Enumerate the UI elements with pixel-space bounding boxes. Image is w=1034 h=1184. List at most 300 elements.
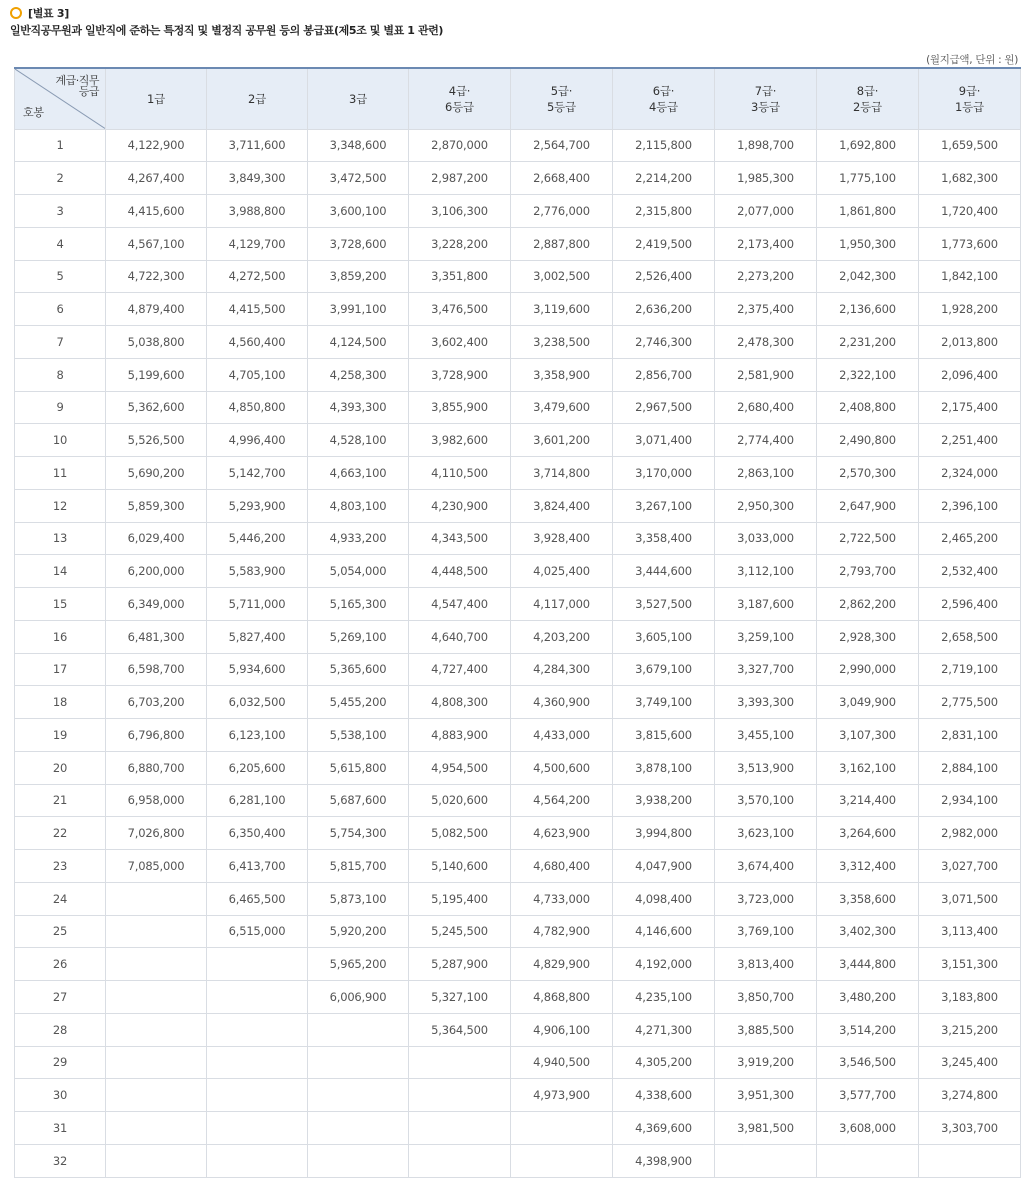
salary-cell: 2,231,200 [817,326,919,359]
salary-cell: 3,514,200 [817,1013,919,1046]
salary-cell: 2,581,900 [715,358,817,391]
salary-cell: 5,815,700 [308,850,409,883]
step-cell: 13 [15,522,106,555]
salary-cell: 4,940,500 [511,1046,613,1079]
salary-cell: 2,324,000 [919,457,1021,490]
column-header: 5급· 5등급 [511,68,613,129]
table-row [15,620,1021,653]
salary-cell: 1,928,200 [919,293,1021,326]
salary-cell: 3,513,900 [715,751,817,784]
column-header: 7급· 3등급 [715,68,817,129]
salary-cell: 4,906,100 [511,1013,613,1046]
salary-cell: 6,481,300 [106,620,207,653]
salary-cell: 4,272,500 [207,260,308,293]
salary-cell: 2,136,600 [817,293,919,326]
salary-cell: 3,071,500 [919,882,1021,915]
salary-cell: 3,002,500 [511,260,613,293]
salary-cell: 5,711,000 [207,588,308,621]
salary-cell: 2,013,800 [919,326,1021,359]
salary-cell: 2,636,200 [613,293,715,326]
salary-cell: 4,124,500 [308,326,409,359]
salary-cell: 6,413,700 [207,850,308,883]
salary-cell: 3,600,100 [308,195,409,228]
salary-cell: 4,727,400 [409,653,511,686]
salary-cell: 4,803,100 [308,489,409,522]
salary-cell: 4,235,100 [613,981,715,1014]
table-row [15,555,1021,588]
step-cell: 32 [15,1144,106,1177]
step-cell: 27 [15,981,106,1014]
table-row [15,588,1021,621]
salary-cell: 4,883,900 [409,719,511,752]
salary-cell: 2,465,200 [919,522,1021,555]
salary-cell [308,1144,409,1177]
table-row [15,227,1021,260]
salary-cell: 3,479,600 [511,391,613,424]
salary-cell: 3,393,300 [715,686,817,719]
salary-cell: 4,640,700 [409,620,511,653]
salary-cell: 3,577,700 [817,1079,919,1112]
salary-cell [207,1079,308,1112]
step-cell: 14 [15,555,106,588]
table-row [15,1112,1021,1145]
salary-cell: 5,038,800 [106,326,207,359]
salary-cell: 3,749,100 [613,686,715,719]
salary-cell: 3,259,100 [715,620,817,653]
salary-cell [817,1144,919,1177]
table-row [15,260,1021,293]
salary-cell: 3,679,100 [613,653,715,686]
table-row [15,391,1021,424]
table-row [15,1079,1021,1112]
column-header: 6급· 4등급 [613,68,715,129]
table-row [15,981,1021,1014]
table-title: 일반직공무원과 일반직에 준하는 특정직 및 별정직 공무원 등의 봉급표(제5조 및 별표 1 관련) [10,24,444,37]
salary-cell: 3,472,500 [308,162,409,195]
salary-cell [106,1112,207,1145]
salary-cell: 7,026,800 [106,817,207,850]
table-row [15,686,1021,719]
salary-cell: 1,720,400 [919,195,1021,228]
table-row [15,457,1021,490]
table-row [15,1013,1021,1046]
column-header: 8급· 2등급 [817,68,919,129]
salary-cell [207,1013,308,1046]
table-row [15,817,1021,850]
step-cell: 16 [15,620,106,653]
salary-cell: 4,117,000 [511,588,613,621]
table-row [15,1144,1021,1177]
salary-cell: 4,829,900 [511,948,613,981]
salary-cell: 3,358,900 [511,358,613,391]
step-cell: 24 [15,882,106,915]
table-row [15,129,1021,162]
salary-cell: 4,284,300 [511,653,613,686]
salary-cell: 3,267,100 [613,489,715,522]
salary-cell: 1,775,100 [817,162,919,195]
salary-cell: 3,608,000 [817,1112,919,1145]
step-cell: 4 [15,227,106,260]
salary-cell: 3,351,800 [409,260,511,293]
salary-cell [207,1046,308,1079]
salary-cell: 1,773,600 [919,227,1021,260]
salary-cell: 7,085,000 [106,850,207,883]
salary-cell: 3,444,800 [817,948,919,981]
column-header: 1급 [106,68,207,129]
salary-cell: 3,723,000 [715,882,817,915]
step-cell: 3 [15,195,106,228]
salary-cell: 5,165,300 [308,588,409,621]
step-cell: 17 [15,653,106,686]
salary-cell: 2,419,500 [613,227,715,260]
salary-cell: 5,245,500 [409,915,511,948]
salary-cell: 3,546,500 [817,1046,919,1079]
step-cell: 21 [15,784,106,817]
salary-cell: 4,122,900 [106,129,207,162]
salary-cell [409,1112,511,1145]
salary-cell: 3,358,600 [817,882,919,915]
salary-cell [308,1013,409,1046]
table-row [15,162,1021,195]
salary-cell: 3,981,500 [715,1112,817,1145]
salary-cell [308,1046,409,1079]
salary-cell: 5,934,600 [207,653,308,686]
step-cell: 11 [15,457,106,490]
salary-cell: 3,728,900 [409,358,511,391]
salary-cell: 3,312,400 [817,850,919,883]
salary-cell: 4,933,200 [308,522,409,555]
salary-cell: 2,396,100 [919,489,1021,522]
salary-cell: 2,322,100 [817,358,919,391]
salary-cell: 3,878,100 [613,751,715,784]
salary-cell: 3,444,600 [613,555,715,588]
unit-note: (월지급액, 단위 : 원) [926,54,1018,66]
step-cell: 23 [15,850,106,883]
salary-cell: 1,682,300 [919,162,1021,195]
salary-cell: 5,287,900 [409,948,511,981]
salary-cell [207,1144,308,1177]
salary-cell: 5,526,500 [106,424,207,457]
salary-cell: 3,623,100 [715,817,817,850]
salary-cell [106,882,207,915]
salary-cell: 4,973,900 [511,1079,613,1112]
salary-cell: 2,042,300 [817,260,919,293]
salary-cell: 2,375,400 [715,293,817,326]
salary-cell: 5,327,100 [409,981,511,1014]
salary-cell [106,1046,207,1079]
salary-cell: 2,532,400 [919,555,1021,588]
salary-cell: 2,096,400 [919,358,1021,391]
salary-cell: 5,269,100 [308,620,409,653]
salary-cell: 6,515,000 [207,915,308,948]
salary-cell: 3,476,500 [409,293,511,326]
salary-cell: 2,982,000 [919,817,1021,850]
salary-cell: 2,077,000 [715,195,817,228]
step-cell: 26 [15,948,106,981]
salary-cell: 5,364,500 [409,1013,511,1046]
salary-cell: 2,862,200 [817,588,919,621]
salary-cell: 2,273,200 [715,260,817,293]
salary-cell: 2,776,000 [511,195,613,228]
salary-cell: 2,950,300 [715,489,817,522]
salary-cell: 3,601,200 [511,424,613,457]
salary-cell: 5,455,200 [308,686,409,719]
salary-cell: 3,824,400 [511,489,613,522]
salary-cell: 1,861,800 [817,195,919,228]
step-cell: 2 [15,162,106,195]
salary-cell: 1,898,700 [715,129,817,162]
salary-cell: 4,230,900 [409,489,511,522]
header-line [8,6,443,20]
step-cell: 31 [15,1112,106,1145]
salary-cell: 6,349,000 [106,588,207,621]
salary-cell: 3,855,900 [409,391,511,424]
salary-cell: 4,146,600 [613,915,715,948]
salary-cell: 3,480,200 [817,981,919,1014]
step-cell: 9 [15,391,106,424]
step-cell: 19 [15,719,106,752]
salary-cell: 5,583,900 [207,555,308,588]
salary-cell: 5,020,600 [409,784,511,817]
salary-cell: 6,703,200 [106,686,207,719]
salary-cell: 2,887,800 [511,227,613,260]
salary-cell: 6,350,400 [207,817,308,850]
salary-cell: 5,965,200 [308,948,409,981]
salary-cell: 2,564,700 [511,129,613,162]
salary-cell [511,1144,613,1177]
salary-cell [106,1079,207,1112]
salary-cell: 3,769,100 [715,915,817,948]
table-row [15,915,1021,948]
salary-cell: 4,567,100 [106,227,207,260]
table-row [15,489,1021,522]
step-cell: 18 [15,686,106,719]
salary-cell: 3,113,400 [919,915,1021,948]
salary-cell: 4,433,000 [511,719,613,752]
salary-cell: 4,868,800 [511,981,613,1014]
salary-cell: 2,856,700 [613,358,715,391]
salary-cell: 3,711,600 [207,129,308,162]
salary-cell [106,915,207,948]
step-cell: 28 [15,1013,106,1046]
salary-cell: 4,415,500 [207,293,308,326]
salary-cell: 2,793,700 [817,555,919,588]
salary-cell: 2,647,900 [817,489,919,522]
column-header: 2급 [207,68,308,129]
salary-cell: 4,192,000 [613,948,715,981]
salary-cell: 4,808,300 [409,686,511,719]
salary-cell: 3,951,300 [715,1079,817,1112]
salary-cell: 2,570,300 [817,457,919,490]
salary-cell: 3,151,300 [919,948,1021,981]
salary-cell: 4,343,500 [409,522,511,555]
salary-cell: 2,175,400 [919,391,1021,424]
salary-cell: 4,258,300 [308,358,409,391]
salary-cell: 3,991,100 [308,293,409,326]
salary-cell: 2,719,100 [919,653,1021,686]
salary-cell: 2,990,000 [817,653,919,686]
step-cell: 20 [15,751,106,784]
salary-cell: 4,564,200 [511,784,613,817]
salary-cell: 4,129,700 [207,227,308,260]
salary-cell: 4,338,600 [613,1079,715,1112]
salary-cell: 5,827,400 [207,620,308,653]
salary-cell: 4,271,300 [613,1013,715,1046]
salary-table [14,67,1021,1178]
salary-cell: 2,831,100 [919,719,1021,752]
salary-cell: 6,200,000 [106,555,207,588]
salary-cell: 5,615,800 [308,751,409,784]
salary-cell: 2,658,500 [919,620,1021,653]
salary-cell: 3,602,400 [409,326,511,359]
table-row [15,195,1021,228]
salary-cell: 3,674,400 [715,850,817,883]
salary-cell: 3,187,600 [715,588,817,621]
salary-cell [409,1144,511,1177]
salary-cell: 3,274,800 [919,1079,1021,1112]
salary-cell [511,1112,613,1145]
salary-cell: 4,623,900 [511,817,613,850]
salary-cell: 5,293,900 [207,489,308,522]
salary-cell: 2,870,000 [409,129,511,162]
salary-cell: 3,071,400 [613,424,715,457]
salary-cell: 2,214,200 [613,162,715,195]
salary-cell: 3,327,700 [715,653,817,686]
salary-cell: 4,528,100 [308,424,409,457]
step-cell: 15 [15,588,106,621]
salary-cell: 3,106,300 [409,195,511,228]
salary-cell: 2,478,300 [715,326,817,359]
salary-cell: 3,994,800 [613,817,715,850]
salary-cell: 3,214,400 [817,784,919,817]
salary-cell: 4,305,200 [613,1046,715,1079]
salary-cell: 4,398,900 [613,1144,715,1177]
salary-cell: 2,722,500 [817,522,919,555]
salary-cell: 5,687,600 [308,784,409,817]
salary-cell: 6,281,100 [207,784,308,817]
salary-cell: 6,123,100 [207,719,308,752]
salary-cell: 1,950,300 [817,227,919,260]
salary-cell: 4,560,400 [207,326,308,359]
salary-cell: 3,714,800 [511,457,613,490]
salary-cell: 5,920,200 [308,915,409,948]
salary-cell: 4,369,600 [613,1112,715,1145]
salary-cell: 4,098,400 [613,882,715,915]
salary-cell: 6,465,500 [207,882,308,915]
salary-cell: 4,360,900 [511,686,613,719]
salary-cell: 3,849,300 [207,162,308,195]
salary-cell [308,1079,409,1112]
salary-cell: 6,880,700 [106,751,207,784]
salary-cell: 3,885,500 [715,1013,817,1046]
table-row [15,293,1021,326]
column-header: 9급· 1등급 [919,68,1021,129]
salary-cell: 3,215,200 [919,1013,1021,1046]
salary-cell: 4,879,400 [106,293,207,326]
salary-cell: 2,408,800 [817,391,919,424]
step-cell: 7 [15,326,106,359]
salary-cell: 2,115,800 [613,129,715,162]
salary-cell: 6,205,600 [207,751,308,784]
salary-cell: 3,112,100 [715,555,817,588]
salary-cell: 3,728,600 [308,227,409,260]
salary-cell: 1,985,300 [715,162,817,195]
salary-cell: 2,596,400 [919,588,1021,621]
step-cell: 10 [15,424,106,457]
column-header: 3급 [308,68,409,129]
column-header: 4급· 6등급 [409,68,511,129]
salary-cell [207,981,308,1014]
step-cell: 8 [15,358,106,391]
step-cell: 12 [15,489,106,522]
salary-cell: 3,919,200 [715,1046,817,1079]
salary-cell: 3,107,300 [817,719,919,752]
salary-cell: 1,659,500 [919,129,1021,162]
salary-cell [106,1013,207,1046]
salary-cell [207,948,308,981]
salary-cell [106,1144,207,1177]
salary-cell: 3,402,300 [817,915,919,948]
salary-cell [207,1112,308,1145]
salary-cell: 5,859,300 [106,489,207,522]
salary-cell: 2,884,100 [919,751,1021,784]
salary-cell: 3,815,600 [613,719,715,752]
step-cell: 30 [15,1079,106,1112]
salary-cell: 4,110,500 [409,457,511,490]
salary-cell: 3,348,600 [308,129,409,162]
salary-cell: 3,033,000 [715,522,817,555]
salary-cell: 4,547,400 [409,588,511,621]
salary-cell: 5,054,000 [308,555,409,588]
salary-cell: 4,448,500 [409,555,511,588]
table-row [15,850,1021,883]
salary-cell: 4,663,100 [308,457,409,490]
salary-cell: 6,598,700 [106,653,207,686]
salary-cell: 2,774,400 [715,424,817,457]
salary-cell: 2,526,400 [613,260,715,293]
salary-cell: 3,928,400 [511,522,613,555]
table-header [8,6,443,38]
salary-cell [409,1079,511,1112]
salary-cell: 6,032,500 [207,686,308,719]
step-cell: 29 [15,1046,106,1079]
step-cell: 25 [15,915,106,948]
salary-cell [919,1144,1021,1177]
salary-cell: 3,170,000 [613,457,715,490]
salary-cell: 3,162,100 [817,751,919,784]
salary-cell: 2,315,800 [613,195,715,228]
salary-cell: 5,082,500 [409,817,511,850]
salary-cell: 4,850,800 [207,391,308,424]
table-row [15,784,1021,817]
salary-cell: 3,527,500 [613,588,715,621]
salary-cell: 5,365,600 [308,653,409,686]
salary-table-body [15,129,1021,1177]
salary-cell: 2,775,500 [919,686,1021,719]
table-row [15,653,1021,686]
salary-cell: 4,415,600 [106,195,207,228]
salary-cell: 2,668,400 [511,162,613,195]
salary-cell: 3,813,400 [715,948,817,981]
corner-step-label: 호봉 [23,105,44,119]
salary-cell: 3,988,800 [207,195,308,228]
salary-cell: 3,049,900 [817,686,919,719]
salary-cell: 4,733,000 [511,882,613,915]
table-row [15,751,1021,784]
salary-cell: 3,850,700 [715,981,817,1014]
salary-cell: 2,746,300 [613,326,715,359]
salary-cell: 3,859,200 [308,260,409,293]
